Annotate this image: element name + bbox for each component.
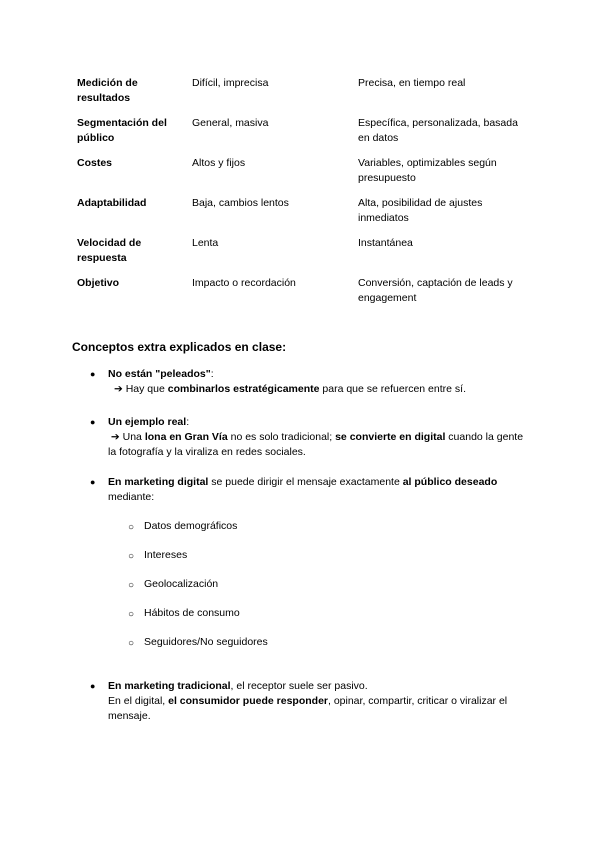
text: :	[210, 368, 214, 380]
sub-list	[108, 519, 530, 664]
sub-list-item	[128, 548, 530, 577]
digital-cell: Variables, optimizables según presupuesto	[358, 157, 497, 184]
bold-text: al público deseado	[402, 476, 498, 488]
bullet-list	[90, 367, 530, 724]
text: , opinar, compartir, criticar o viralizar el mensaje.	[108, 695, 508, 722]
digital-cell: Específica, personalizada, basada en datos	[358, 117, 518, 144]
traditional-cell: Altos y fijos	[192, 157, 246, 169]
table-row	[72, 276, 528, 316]
circle-bullet-icon: ○	[128, 638, 135, 649]
row-label: Medición de resultados	[77, 77, 138, 104]
circle-bullet-icon: ○	[128, 580, 135, 591]
sub-item-text: Intereses	[144, 549, 188, 561]
bold-text: En marketing tradicional	[108, 680, 231, 692]
traditional-cell: Impacto o recordación	[192, 277, 296, 289]
sub-list-item	[128, 519, 530, 548]
text: :	[186, 416, 190, 428]
text: se puede dirigir el mensaje exactamente	[208, 476, 403, 488]
text: cuando la gente la fotografía y la viraliza en redes sociales.	[108, 431, 524, 458]
list-item	[90, 415, 530, 460]
table-row	[72, 236, 528, 276]
arrow-text: ➔ Una	[110, 431, 145, 443]
bullet-dot-icon: ●	[90, 477, 96, 487]
table-row	[72, 116, 528, 156]
traditional-cell: General, masiva	[192, 117, 269, 129]
text: , el receptor suele ser pasivo.	[230, 680, 368, 692]
table-row	[72, 76, 528, 116]
bold-text: se convierte en digital	[335, 431, 446, 443]
comparison-table	[72, 76, 528, 316]
circle-bullet-icon: ○	[128, 551, 135, 562]
traditional-cell: Lenta	[192, 237, 219, 249]
sub-item-text: Seguidores/No seguidores	[144, 636, 268, 648]
bold-text: el consumidor puede responder	[168, 695, 328, 707]
sub-item-text: Geolocalización	[144, 578, 219, 590]
traditional-cell: Baja, cambios lentos	[192, 197, 289, 209]
circle-bullet-icon: ○	[128, 522, 135, 533]
bold-text: En marketing digital	[108, 476, 209, 488]
digital-cell: Instantánea	[358, 237, 413, 249]
text: En el digital,	[108, 695, 169, 707]
row-label: Costes	[77, 157, 113, 169]
bullet-dot-icon: ●	[90, 417, 96, 427]
list-item	[90, 475, 530, 664]
arrow-text: ➔ Hay que	[114, 383, 168, 395]
table-row	[72, 156, 528, 196]
bullet-dot-icon: ●	[90, 681, 96, 691]
row-label: Velocidad de respuesta	[77, 237, 142, 264]
bold-text: Un ejemplo real	[108, 416, 187, 428]
row-label: Segmentación del público	[77, 117, 167, 144]
text: para que se refuercen entre sí.	[319, 383, 466, 395]
digital-cell: Alta, posibilidad de ajustes inmediatos	[358, 197, 483, 224]
sub-list-item	[128, 635, 530, 664]
digital-cell: Conversión, captación de leads y engagement	[358, 277, 513, 304]
table-row	[72, 196, 528, 236]
bullet-dot-icon: ●	[90, 369, 96, 379]
list-item	[90, 367, 530, 397]
circle-bullet-icon: ○	[128, 609, 135, 620]
text: no es solo tradicional;	[227, 431, 336, 443]
section-heading: Conceptos extra explicados en clase:	[72, 340, 287, 354]
bold-text: No están "peleados"	[108, 368, 211, 380]
list-item	[90, 679, 530, 724]
row-label: Objetivo	[77, 277, 120, 289]
sub-item-text: Hábitos de consumo	[144, 607, 240, 619]
bold-text: combinarlos estratégicamente	[167, 383, 320, 395]
sub-item-text: Datos demográficos	[144, 520, 238, 532]
text: mediante:	[108, 491, 155, 503]
digital-cell: Precisa, en tiempo real	[358, 77, 466, 89]
sub-list-item	[128, 606, 530, 635]
bold-text: lona en Gran Vía	[144, 431, 228, 443]
row-label: Adaptabilidad	[77, 197, 147, 209]
traditional-cell: Difícil, imprecisa	[192, 77, 269, 89]
sub-list-item	[128, 577, 530, 606]
